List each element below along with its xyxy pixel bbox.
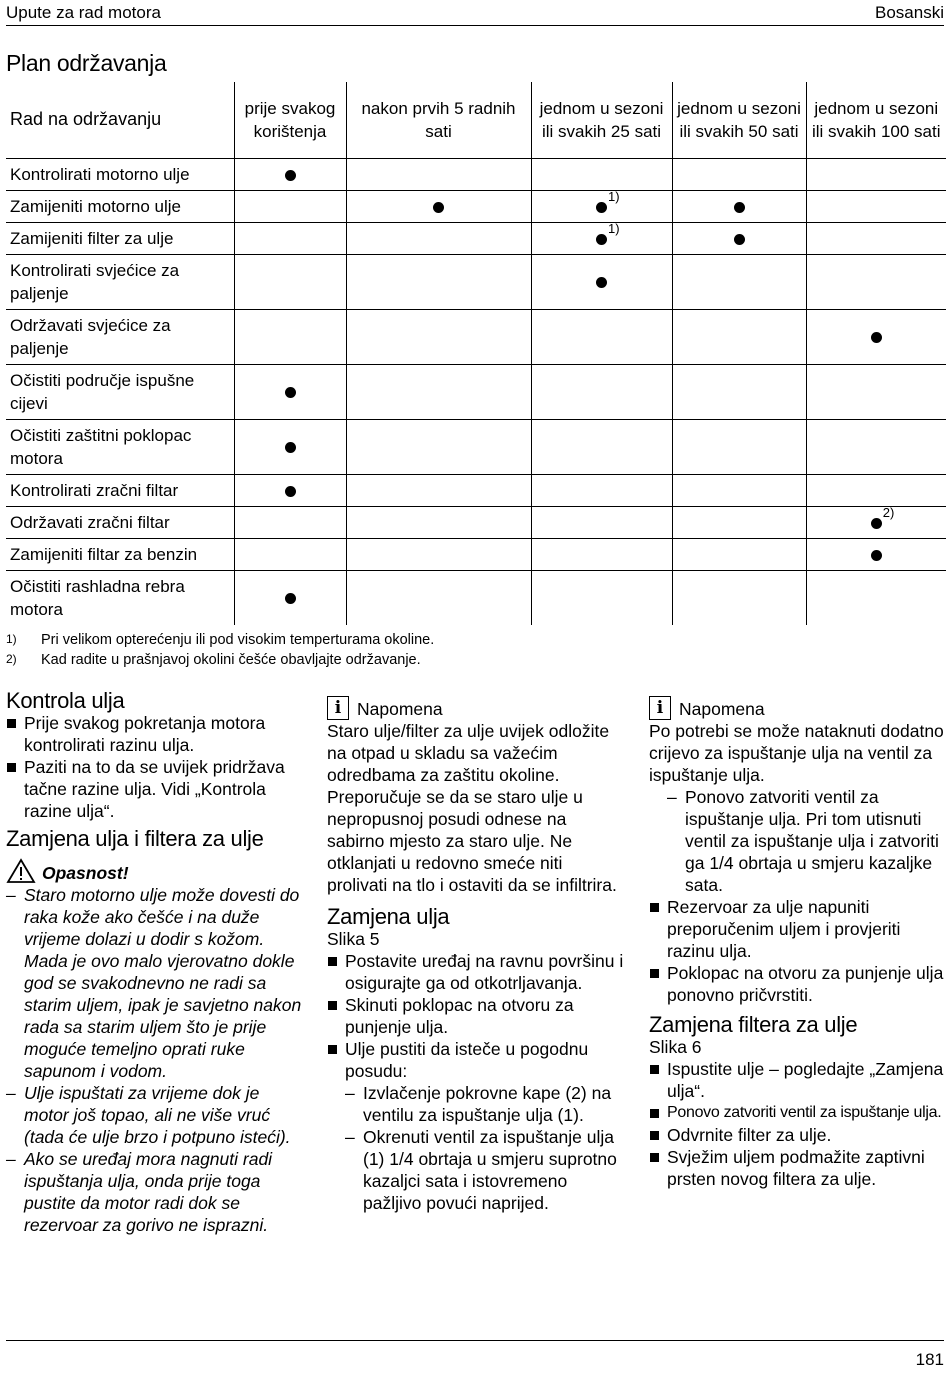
table-row bbox=[6, 364, 946, 419]
note-label: i Napomena bbox=[327, 696, 627, 720]
list-item: – Ulje ispuštati za vrijeme dok je motor još topao, ali ne više vruć (tada će ulje brzo i potpuno isteći). bbox=[6, 1082, 306, 1148]
bullet-mark bbox=[734, 234, 745, 245]
warning-triangle-icon bbox=[6, 858, 36, 884]
task-cell: Zamijeniti motorno ulje bbox=[6, 190, 234, 222]
table-row bbox=[6, 570, 946, 625]
table-row bbox=[6, 158, 946, 190]
sub-list-item: – Ponovo zatvoriti ventil za ispuštanje ulja. Pri tom utisnuti ventil za ispuštanje ulja i zatvoriti ga 1/4 obrtaja u smjeru kazaljke sata. bbox=[667, 786, 945, 896]
bullet-mark bbox=[285, 593, 296, 604]
header-left: Upute za rad motora bbox=[6, 3, 161, 22]
column-middle bbox=[327, 696, 627, 1214]
table-row bbox=[6, 309, 946, 364]
section-heading: Zamjena filtera za ulje bbox=[649, 1012, 858, 1037]
bullet-mark bbox=[285, 442, 296, 453]
task-cell: Kontrolirati svjećice za paljenje bbox=[6, 254, 234, 309]
bullet-mark bbox=[871, 332, 882, 343]
table-row bbox=[6, 506, 946, 538]
table-row bbox=[6, 419, 946, 474]
bullet-mark bbox=[596, 188, 620, 213]
table-row bbox=[6, 254, 946, 309]
bullet-mark bbox=[596, 277, 607, 288]
warning-label: Opasnost! bbox=[6, 858, 306, 884]
footnote-ref: 2) bbox=[882, 504, 895, 520]
footnote: 2) Kad radite u prašnjavoj okolini češće obavljajte održavanje. bbox=[6, 652, 421, 668]
bullet-mark bbox=[433, 202, 444, 213]
bullet-mark bbox=[871, 550, 882, 561]
col-header-task: Rad na održavanju bbox=[6, 82, 234, 158]
col-header-first-5h: nakon prvih 5 radnih sati bbox=[346, 82, 531, 158]
figure-ref: Slika 6 bbox=[649, 1037, 702, 1057]
section-heading: Kontrola ulja bbox=[6, 688, 125, 713]
task-cell: Očistiti rashladna rebra motora bbox=[10, 576, 185, 619]
section-heading: Zamjena ulja bbox=[327, 904, 450, 929]
footnote: 1) Pri velikom opterećenju ili pod visokim temperturama okoline. bbox=[6, 632, 435, 648]
list-item: Odvrnite filter za ulje. bbox=[649, 1124, 945, 1146]
task-cell: Očistiti zaštitni poklopac motora bbox=[6, 419, 234, 474]
list-item: Postavite uređaj na ravnu površinu i osigurajte ga od otkotrljavanja. bbox=[327, 950, 627, 994]
header-right: Bosanski bbox=[875, 3, 944, 22]
list-item: Rezervoar za ulje napuniti preporučenim uljem i provjeriti razinu ulja. bbox=[649, 896, 945, 962]
col-header-25h: jednom u sezoni ili svakih 25 sati bbox=[531, 82, 672, 158]
running-header bbox=[6, 3, 944, 26]
task-cell: Kontrolirati zračni filtar bbox=[6, 474, 234, 506]
bullet-mark bbox=[596, 220, 620, 245]
note-label: i Napomena bbox=[649, 696, 945, 720]
task-cell: Kontrolirati motorno ulje bbox=[6, 158, 234, 190]
section-heading: Zamjena ulja i filtera za ulje bbox=[6, 826, 264, 851]
info-icon: i bbox=[649, 696, 671, 720]
list-item: Ulje pustiti da isteče u pogodnu posudu: bbox=[327, 1038, 627, 1082]
task-cell: Zamijeniti filter za ulje bbox=[6, 222, 234, 254]
col-header-100h: jednom u sezoni ili svakih 100 sati bbox=[806, 82, 946, 158]
col-header-before-use: prije svakog korištenja bbox=[234, 82, 346, 158]
task-cell: Održavati zračni filtar bbox=[6, 506, 234, 538]
figure-ref: Slika 5 bbox=[327, 929, 380, 949]
page-title: Plan održavanja bbox=[6, 50, 167, 76]
table-row bbox=[6, 222, 946, 254]
bullet-mark bbox=[285, 170, 296, 181]
bullet-mark bbox=[734, 202, 745, 213]
list-item: – Ako se uređaj mora nagnuti radi ispuštanja ulja, onda prije toga pustite da motor radi dok se rezervoar za gorivo ne isprazni. bbox=[6, 1148, 306, 1236]
table-header-row bbox=[6, 82, 946, 158]
list-item: Skinuti poklopac na otvoru za punjenje ulja. bbox=[327, 994, 627, 1038]
bullet-mark bbox=[871, 504, 895, 529]
table-row bbox=[6, 190, 946, 222]
task-cell: Održavati svjećice za paljenje bbox=[6, 309, 234, 364]
list-item: Prije svakog pokretanja motora kontrolirati razinu ulja. bbox=[6, 712, 306, 756]
sub-list-item: – Izvlačenje pokrovne kape (2) na ventilu za ispuštanje ulja (1). bbox=[345, 1082, 627, 1126]
footnote-ref: 1) bbox=[608, 188, 620, 204]
sub-list-item: – Okrenuti ventil za ispuštanje ulja (1) 1/4 obrtaja u smjeru suprotno kazaljci sata i istovremeno pažljivo povući naprijed. bbox=[345, 1126, 627, 1214]
col-header-50h: jednom u sezoni ili svakih 50 sati bbox=[672, 82, 806, 158]
list-item: Ispustite ulje – pogledajte „Zamjena ulja“. bbox=[649, 1058, 945, 1102]
info-icon: i bbox=[327, 696, 349, 720]
list-item: Ponovo zatvoriti ventil za ispuštanje ulja. bbox=[649, 1102, 945, 1124]
list-item: Paziti na to da se uvijek pridržava tačne razine ulja. Vidi „Kontrola razine ulja“. bbox=[6, 756, 306, 822]
footer-divider bbox=[6, 1340, 944, 1341]
bullet-mark bbox=[285, 486, 296, 497]
table-row bbox=[6, 538, 946, 570]
list-item: Poklopac na otvoru za punjenje ulja ponovno pričvrstiti. bbox=[649, 962, 945, 1006]
table-row bbox=[6, 474, 946, 506]
task-cell: Očistiti područje ispušne cijevi bbox=[6, 364, 234, 419]
task-cell: Zamijeniti filtar za benzin bbox=[6, 538, 234, 570]
list-item: – Staro motorno ulje može dovesti do raka kože ako češće i na duže vrijeme dolazi u dodir s kožom. Mada je ovo malo vjerovatno dokle god se svakodnevno ne radi sa starim uljem, ipak je savjetno nakon rada sa starim uljem što je prije moguće temeljno oprati ruke sapunom i vodom. bbox=[6, 884, 306, 1082]
note-text: Staro ulje/filter za ulje uvijek odložite na otpad u skladu sa važećim odredbama za zaštitu okoline. Preporučuje se da se staro ulje u nepropusnoj posudi odnese na sabirno mjesto za staro ulje. Ne otklanjati u redovno smeće niti prolivati na tlo i ostaviti da se infiltrira. bbox=[327, 721, 617, 895]
column-left bbox=[6, 690, 306, 1236]
footnote-ref: 1) bbox=[608, 220, 620, 236]
note-text: Po potrebi se može nataknuti dodatno crijevo za ispuštanje ulja na ventil za ispuštanje ulja. bbox=[649, 721, 944, 785]
column-right bbox=[649, 696, 945, 1190]
list-item: Svježim uljem podmažite zaptivni prsten novog filtera za ulje. bbox=[649, 1146, 945, 1190]
page-number: 181 bbox=[915, 1350, 944, 1369]
maintenance-table bbox=[6, 82, 946, 625]
bullet-mark bbox=[285, 387, 296, 398]
